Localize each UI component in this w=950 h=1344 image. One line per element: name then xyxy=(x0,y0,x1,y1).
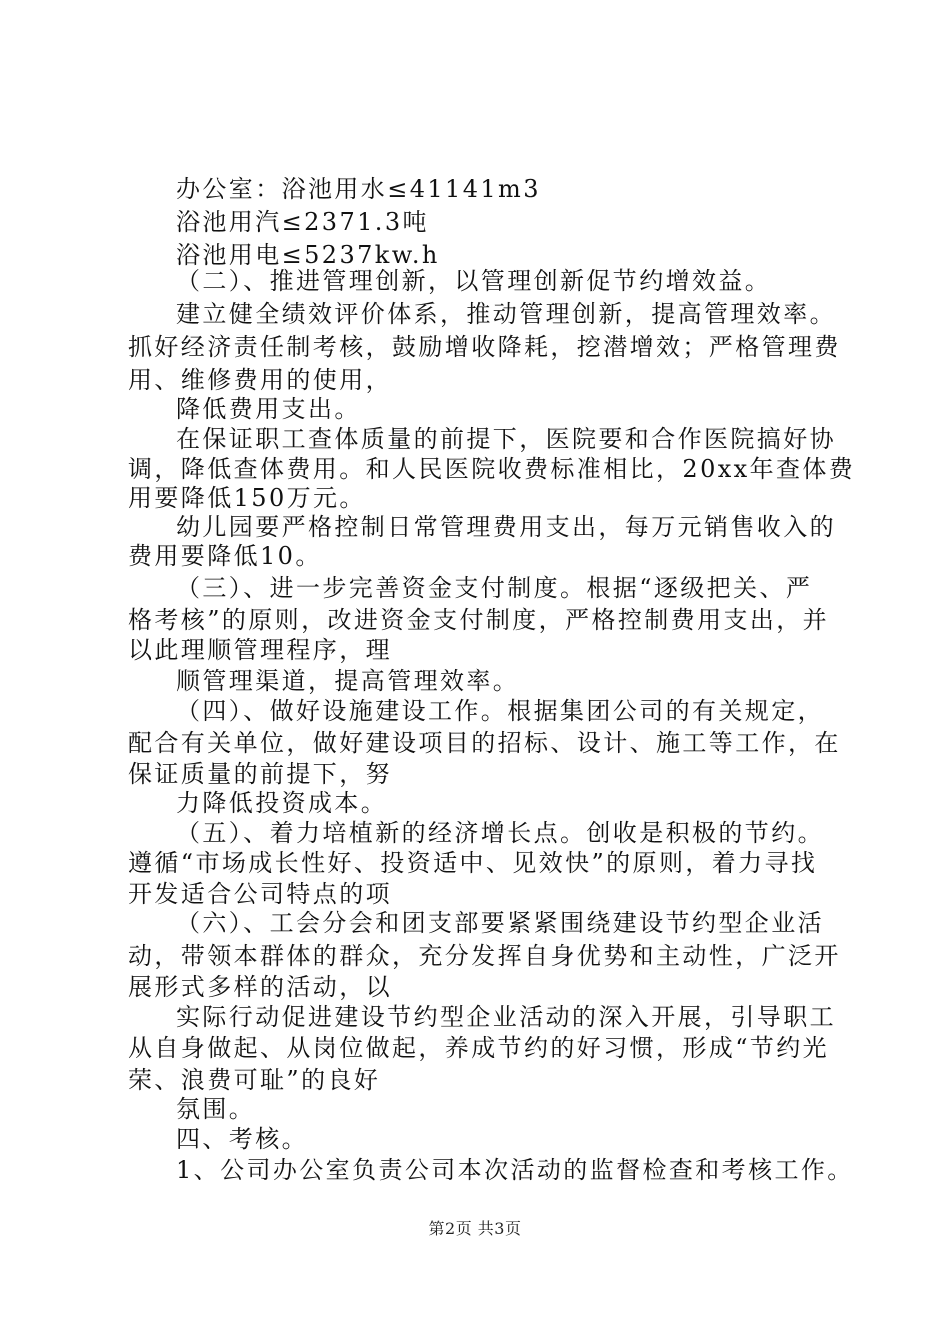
text-line: 展形式多样的活动，以 xyxy=(128,973,392,1001)
text-line: 幼儿园要严格控制日常管理费用支出，每万元销售收入的 xyxy=(176,513,836,541)
text-line: 以此理顺管理程序，理 xyxy=(128,636,392,664)
text-line: 动，带领本群体的群众，充分发挥自身优势和主动性，广泛开 xyxy=(128,942,841,970)
page-footer: 第2页 共3页 xyxy=(428,1219,522,1238)
text-line: 用、维修费用的使用， xyxy=(128,366,392,394)
text-line: 浴池用汽≤2371.3吨 xyxy=(176,208,429,236)
text-line: 开发适合公司特点的项 xyxy=(128,880,392,908)
text-line: 抓好经济责任制考核，鼓励增收降耗，挖潜增效；严格管理费 xyxy=(128,333,841,361)
text-line: （三）、进一步完善资金支付制度。根据“逐级把关、严 xyxy=(176,574,813,602)
text-line: 顺管理渠道，提高管理效率。 xyxy=(176,667,520,695)
text-line: 氛围。 xyxy=(176,1095,256,1123)
text-line: 用要降低150万元。 xyxy=(128,484,366,512)
text-line: （二）、推进管理创新，以管理创新促节约增效益。 xyxy=(176,267,772,295)
text-line: 从自身做起、从岗位做起，养成节约的好习惯，形成“节约光 xyxy=(128,1034,830,1062)
text-line: （四）、做好设施建设工作。根据集团公司的有关规定， xyxy=(176,697,824,725)
text-line: 力降低投资成本。 xyxy=(176,789,388,817)
text-line: 1、公司办公室负责公司本次活动的监督检查和考核工作。 xyxy=(176,1156,854,1184)
text-line: 费用要降低10。 xyxy=(128,542,322,570)
text-line: 调，降低查体费用。和人民医院收费标准相比，20xx年查体费 xyxy=(128,455,856,483)
text-line: 在保证职工查体质量的前提下，医院要和合作医院搞好协 xyxy=(176,425,836,453)
section-heading: 四、考核。 xyxy=(176,1125,308,1153)
text-line: 浴池用电≤5237kw.h xyxy=(176,241,440,269)
text-line: 荣、浪费可耻”的良好 xyxy=(128,1066,381,1094)
text-line: 遵循“市场成长性好、投资适中、见效快”的原则，着力寻找 xyxy=(128,849,818,877)
text-line: 办公室：浴池用水≤41141m3 xyxy=(176,175,541,203)
text-line: 配合有关单位，做好建设项目的招标、设计、施工等工作，在 xyxy=(128,729,841,757)
text-line: 建立健全绩效评价体系，推动管理创新，提高管理效率。 xyxy=(176,300,836,328)
text-line: 格考核”的原则，改进资金支付制度，严格控制费用支出，并 xyxy=(128,606,830,634)
text-line: （六）、工会分会和团支部要紧紧围绕建设节约型企业活 xyxy=(176,909,824,937)
text-line: 保证质量的前提下，努 xyxy=(128,760,392,788)
text-line: 降低费用支出。 xyxy=(176,395,361,423)
text-line: （五）、着力培植新的经济增长点。创收是积极的节约。 xyxy=(176,819,824,847)
text-line: 实际行动促进建设节约型企业活动的深入开展，引导职工 xyxy=(176,1003,836,1031)
